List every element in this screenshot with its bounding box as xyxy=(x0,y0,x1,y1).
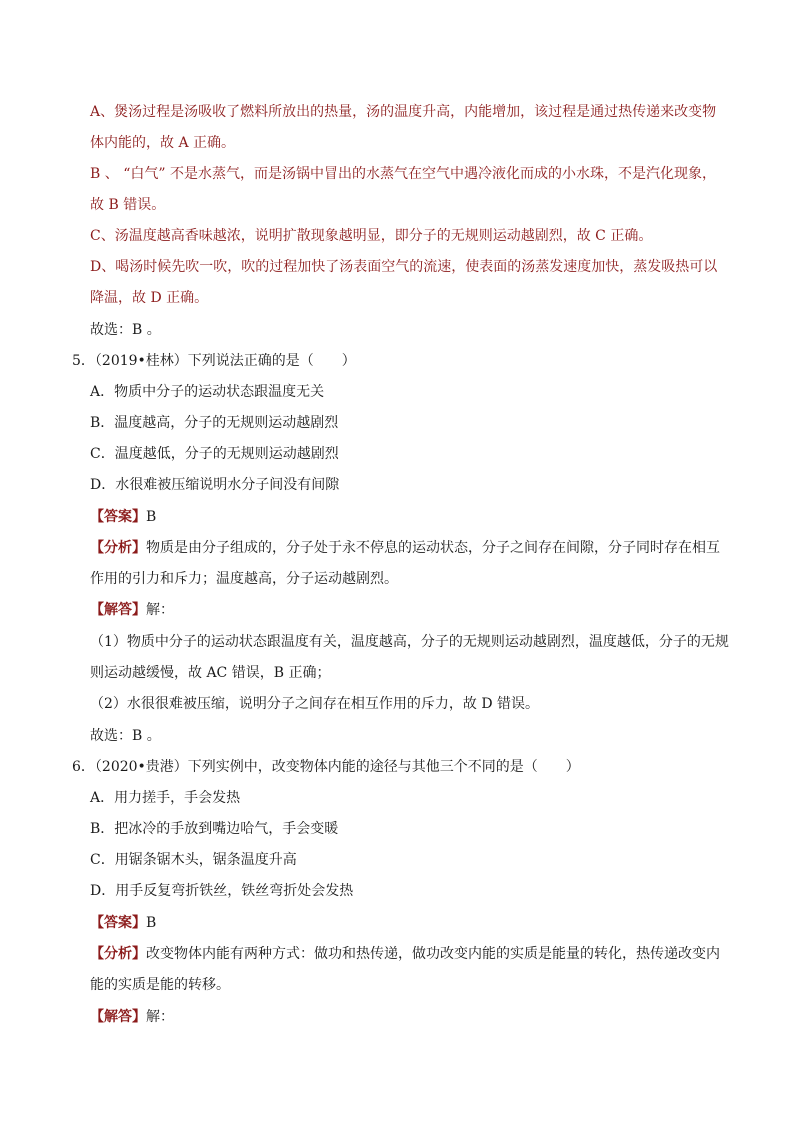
q6-analysis-text: 改变物体内能有两种方式：做功和热传递，做功改变内能的实质是能量的转化，热传递改变内 xyxy=(146,946,720,962)
q5-option-c: C．温度越低，分子的无规则运动越剧烈 xyxy=(90,446,339,462)
q5-analysis-tag: 【分析】 xyxy=(90,540,146,556)
prev-option-b-explanation-cont: 故 B 错误。 xyxy=(90,197,166,213)
prev-option-a-explanation: A、煲汤过程是汤吸收了燃料所放出的热量，汤的温度升高，内能增加，该过程是通过热传递来改变物 xyxy=(90,104,717,120)
prev-option-d-explanation-cont: 降温，故 D 正确。 xyxy=(90,290,209,306)
q6-option-a: A．用力搓手，手会发热 xyxy=(90,790,241,806)
q6-analysis-tag: 【分析】 xyxy=(90,946,146,962)
q5-solution xyxy=(90,600,174,620)
q6-solution xyxy=(90,1007,174,1027)
q6-solution-tag: 【解答】 xyxy=(90,1009,146,1025)
q6-analysis xyxy=(90,944,720,964)
q6-option-b: B．把冰冷的手放到嘴边哈气，手会变暖 xyxy=(90,821,339,837)
q6-analysis-cont: 能的实质是能的转移。 xyxy=(90,977,230,993)
q5-answer-value: B xyxy=(146,509,157,525)
q5-solution-intro: 解： xyxy=(146,602,174,618)
prev-option-a-explanation-cont: 体内能的，故 A 正确。 xyxy=(90,135,236,151)
q5-solution-tag: 【解答】 xyxy=(90,602,146,618)
prev-option-b-explanation: B 、 “白气” 不是水蒸气，而是汤锅中冒出的水蒸气在空气中遇冷液化而成的小水珠，不是汽化现象， xyxy=(90,166,716,182)
q5-choice: 故选：B 。 xyxy=(90,728,161,744)
q5-option-b: B．温度越高，分子的无规则运动越剧烈 xyxy=(90,415,339,431)
q6-option-c: C．用锯条锯木头，锯条温度升高 xyxy=(90,852,297,868)
q5-answer-tag: 【答案】 xyxy=(90,509,146,525)
q6-solution-intro: 解： xyxy=(146,1009,174,1025)
prev-option-d-explanation: D、喝汤时候先吹一吹，吹的过程加快了汤表面空气的流速，使表面的汤蒸发速度加快，蒸发吸热可以 xyxy=(90,259,718,275)
q5-option-a: A．物质中分子的运动状态跟温度无关 xyxy=(90,384,325,400)
q5-stem: 5．（2019•桂林）下列说法正确的是（ ） xyxy=(72,353,356,369)
q5-analysis-cont: 作用的引力和斥力；温度越高，分子运动越剧烈。 xyxy=(90,571,398,587)
q5-option-d: D．水很难被压缩说明水分子间没有间隙 xyxy=(90,477,340,493)
q5-analysis xyxy=(90,538,720,558)
q6-stem: 6．（2020•贵港）下列实例中，改变物体内能的途径与其他三个不同的是（ ） xyxy=(72,759,580,775)
prev-option-c-explanation: C、汤温度越高香味越浓，说明扩散现象越明显，即分子的无规则运动越剧烈，故 C 正确。 xyxy=(90,228,653,244)
q6-option-d: D．用手反复弯折铁丝，铁丝弯折处会发热 xyxy=(90,883,354,899)
q5-answer xyxy=(90,507,156,527)
prev-choice: 故选：B 。 xyxy=(90,322,161,338)
q5-solution-step-2: （2）水很很难被压缩，说明分子之间存在相互作用的斥力，故 D 错误。 xyxy=(90,696,540,712)
q5-solution-step-1-cont: 则运动越缓慢，故 AC 错误，B 正确； xyxy=(90,665,331,681)
q5-analysis-text: 物质是由分子组成的，分子处于永不停息的运动状态，分子之间存在间隙，分子同时存在相互 xyxy=(146,540,720,556)
q6-answer-value: B xyxy=(146,915,157,931)
q6-answer xyxy=(90,913,156,933)
q5-solution-step-1: （1）物质中分子的运动状态跟温度有关，温度越高，分子的无规则运动越剧烈，温度越低，分子的无规 xyxy=(90,634,729,650)
q6-answer-tag: 【答案】 xyxy=(90,915,146,931)
